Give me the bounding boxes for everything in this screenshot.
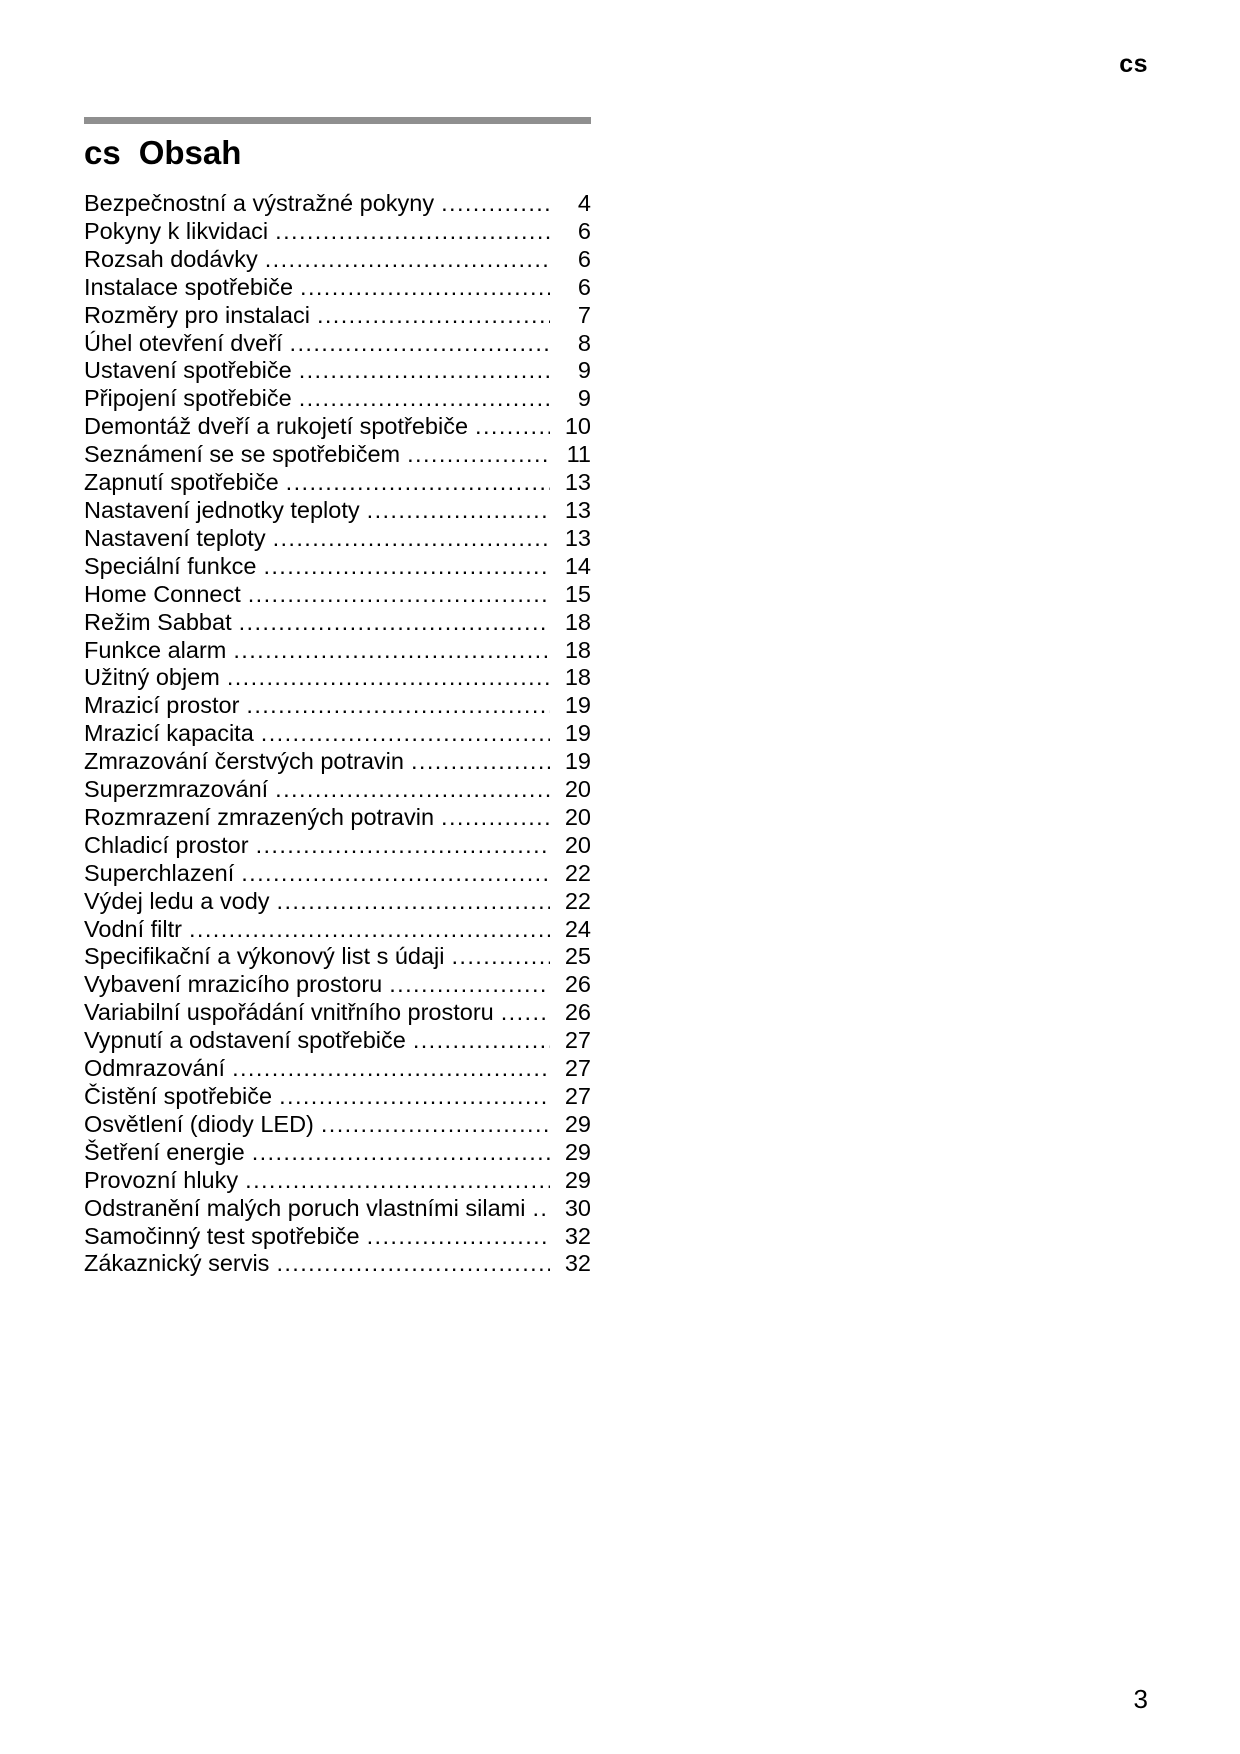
toc-dot-leader xyxy=(275,218,550,246)
toc-entry xyxy=(84,804,591,832)
toc-entry xyxy=(84,553,591,581)
toc-entry xyxy=(84,1083,591,1111)
toc-entry-label: Rozměry pro instalaci xyxy=(84,301,310,328)
toc-entry-label: Vybavení mrazicího prostoru xyxy=(84,971,383,998)
toc-entry-page: 19 xyxy=(564,748,591,775)
toc-entry-page: 29 xyxy=(564,1110,591,1137)
toc-entry-page: 15 xyxy=(564,580,591,607)
toc-entry-page: 13 xyxy=(564,469,591,496)
toc-entry xyxy=(84,943,591,971)
toc-entry-label: Užitný objem xyxy=(84,664,220,691)
toc-entry xyxy=(84,692,591,720)
toc-entry-page: 6 xyxy=(577,217,591,244)
toc-entry-page: 7 xyxy=(577,301,591,328)
toc-entry-page: 29 xyxy=(564,1166,591,1193)
toc-dot-leader xyxy=(245,1167,550,1195)
toc-entry-label: Zákaznický servis xyxy=(84,1250,270,1277)
toc-dot-leader xyxy=(248,581,550,609)
toc-entry xyxy=(84,1027,591,1055)
toc-dot-leader xyxy=(452,943,551,971)
toc-entry-label: Rozsah dodávky xyxy=(84,245,258,272)
toc-entry-page: 32 xyxy=(564,1222,591,1249)
toc-dot-leader xyxy=(367,497,550,525)
toc-entry xyxy=(84,999,591,1027)
toc-entry-page: 18 xyxy=(564,664,591,691)
toc-entry-page: 27 xyxy=(564,1055,591,1082)
toc-entry xyxy=(84,1195,591,1223)
toc-dot-leader xyxy=(411,748,550,776)
toc-dot-leader xyxy=(286,469,550,497)
toc-dot-leader xyxy=(475,413,550,441)
toc-dot-leader xyxy=(256,832,550,860)
toc-entry-page: 22 xyxy=(564,887,591,914)
toc-dot-leader xyxy=(273,525,550,553)
toc-entry xyxy=(84,274,591,302)
toc-entry xyxy=(84,441,591,469)
toc-dot-leader xyxy=(389,971,550,999)
toc-entry xyxy=(84,525,591,553)
toc-dot-leader xyxy=(299,385,550,413)
toc-dot-leader xyxy=(232,1055,550,1083)
toc-entry xyxy=(84,720,591,748)
toc-entry-page: 20 xyxy=(564,803,591,830)
toc-entry-label: Nastavení jednotky teploty xyxy=(84,496,360,523)
toc-entry-label: Superzmrazování xyxy=(84,776,269,803)
toc-entry-label: Instalace spotřebiče xyxy=(84,273,294,300)
toc-entry-label: Demontáž dveří a rukojetí spotřebiče xyxy=(84,413,469,440)
toc-entry-page: 18 xyxy=(564,636,591,663)
toc-entry-page: 4 xyxy=(577,190,591,216)
toc-entry-page: 13 xyxy=(564,524,591,551)
toc-entry-label: Osvětlení (diody LED) xyxy=(84,1110,314,1137)
toc-section xyxy=(84,117,591,1278)
toc-entry-page: 29 xyxy=(564,1138,591,1165)
toc-dot-leader xyxy=(300,274,550,302)
toc-entry-page: 20 xyxy=(564,776,591,803)
title-lang-code: cs xyxy=(84,134,121,171)
toc-entry xyxy=(84,748,591,776)
toc-entry xyxy=(84,190,591,218)
toc-dot-leader xyxy=(441,804,550,832)
toc-entry-page: 9 xyxy=(577,385,591,412)
toc-entry xyxy=(84,330,591,358)
toc-entry-label: Připojení spotřebiče xyxy=(84,385,292,412)
toc-entry-label: Rozmrazení zmrazených potravin xyxy=(84,803,435,830)
toc-entry xyxy=(84,246,591,274)
toc-list xyxy=(84,190,591,1278)
toc-entry xyxy=(84,385,591,413)
toc-entry xyxy=(84,1250,591,1278)
toc-dot-leader xyxy=(413,1027,550,1055)
toc-entry-page: 6 xyxy=(577,245,591,272)
toc-dot-leader xyxy=(501,999,550,1027)
toc-entry-label: Variabilní uspořádání vnitřního prostoru xyxy=(84,999,494,1026)
toc-entry xyxy=(84,497,591,525)
toc-entry-label: Provozní hluky xyxy=(84,1166,239,1193)
toc-entry-label: Vodní filtr xyxy=(84,915,182,942)
toc-entry-label: Úhel otevření dveří xyxy=(84,329,283,356)
toc-entry-label: Odmrazování xyxy=(84,1055,226,1082)
toc-dot-leader xyxy=(276,1250,550,1278)
toc-entry-label: Specifikační a výkonový list s údaji xyxy=(84,943,445,970)
toc-entry-label: Home Connect xyxy=(84,580,241,607)
toc-entry xyxy=(84,302,591,330)
toc-entry xyxy=(84,971,591,999)
toc-entry-label: Mrazicí kapacita xyxy=(84,720,254,747)
toc-dot-leader xyxy=(277,888,550,916)
toc-entry-page: 13 xyxy=(564,496,591,523)
toc-dot-leader xyxy=(263,553,550,581)
toc-dot-leader xyxy=(252,1139,550,1167)
toc-dot-leader xyxy=(246,692,550,720)
toc-entry-page: 32 xyxy=(564,1250,591,1277)
toc-entry-page: 26 xyxy=(564,971,591,998)
toc-entry xyxy=(84,609,591,637)
toc-entry-page: 27 xyxy=(564,1027,591,1054)
toc-entry-label: Superchlazení xyxy=(84,859,235,886)
toc-entry xyxy=(84,357,591,385)
toc-entry-page: 30 xyxy=(564,1194,591,1221)
toc-entry-label: Vypnutí a odstavení spotřebiče xyxy=(84,1027,406,1054)
toc-entry-page: 26 xyxy=(564,999,591,1026)
toc-entry xyxy=(84,1055,591,1083)
toc-entry-label: Mrazicí prostor xyxy=(84,692,240,719)
toc-entry-page: 10 xyxy=(564,413,591,440)
toc-dot-leader xyxy=(367,1223,550,1251)
toc-dot-leader xyxy=(317,302,550,330)
toc-entry-label: Šetření energie xyxy=(84,1138,245,1165)
toc-dot-leader xyxy=(275,776,550,804)
toc-dot-leader xyxy=(321,1111,550,1139)
toc-entry xyxy=(84,1167,591,1195)
toc-entry xyxy=(84,413,591,441)
toc-entry xyxy=(84,832,591,860)
toc-entry-page: 24 xyxy=(564,915,591,942)
toc-dot-leader xyxy=(532,1195,550,1223)
title-text: Obsah xyxy=(138,134,242,171)
toc-entry xyxy=(84,664,591,692)
toc-entry-label: Zmrazování čerstvých potravin xyxy=(84,748,404,775)
toc-entry xyxy=(84,581,591,609)
toc-entry-label: Čistění spotřebiče xyxy=(84,1083,273,1109)
toc-entry xyxy=(84,1223,591,1251)
toc-entry-label: Nastavení teploty xyxy=(84,524,266,551)
toc-dot-leader xyxy=(239,609,550,637)
toc-entry-page: 22 xyxy=(564,859,591,886)
toc-entry-page: 11 xyxy=(566,441,591,468)
toc-dot-leader xyxy=(233,637,550,665)
toc-entry-page: 8 xyxy=(577,329,591,356)
toc-entry-page: 20 xyxy=(564,831,591,858)
toc-entry-page: 18 xyxy=(564,608,591,635)
toc-entry xyxy=(84,637,591,665)
toc-dot-leader xyxy=(227,664,550,692)
toc-entry-label: Odstranění malých poruch vlastními silami xyxy=(84,1194,526,1221)
toc-entry-page: 14 xyxy=(564,552,591,579)
toc-entry-label: Zapnutí spotřebiče xyxy=(84,469,279,496)
toc-entry-label: Samočinný test spotřebiče xyxy=(84,1222,360,1249)
toc-dot-leader xyxy=(189,916,550,944)
toc-entry xyxy=(84,916,591,944)
toc-entry-page: 6 xyxy=(577,273,591,300)
toc-entry xyxy=(84,469,591,497)
toc-entry-page: 27 xyxy=(564,1083,591,1109)
toc-entry-page: 19 xyxy=(564,720,591,747)
toc-dot-leader xyxy=(261,720,550,748)
toc-entry xyxy=(84,1139,591,1167)
toc-entry-label: Speciální funkce xyxy=(84,552,257,579)
toc-entry-label: Chladicí prostor xyxy=(84,831,249,858)
toc-entry-label: Výdej ledu a vody xyxy=(84,887,270,914)
toc-entry xyxy=(84,218,591,246)
page-number: 3 xyxy=(1133,1684,1148,1714)
toc-dot-leader xyxy=(299,357,550,385)
toc-dot-leader xyxy=(241,860,550,888)
toc-entry-label: Bezpečnostní a výstražné pokyny xyxy=(84,190,435,216)
toc-entry xyxy=(84,888,591,916)
toc-entry xyxy=(84,776,591,804)
toc-entry-label: Seznámení se se spotřebičem xyxy=(84,441,401,468)
toc-entry-label: Pokyny k likvidaci xyxy=(84,217,269,244)
toc-dot-leader xyxy=(290,330,550,358)
title-divider-bar xyxy=(84,117,591,124)
toc-entry-label: Režim Sabbat xyxy=(84,608,232,635)
page-title xyxy=(84,133,591,173)
toc-entry-page: 19 xyxy=(564,692,591,719)
toc-entry-page: 25 xyxy=(564,943,591,970)
page-language-code: cs xyxy=(1119,50,1148,78)
toc-dot-leader xyxy=(265,246,550,274)
toc-dot-leader xyxy=(279,1083,550,1111)
toc-dot-leader xyxy=(441,190,550,218)
toc-entry xyxy=(84,860,591,888)
toc-entry-label: Ustavení spotřebiče xyxy=(84,357,292,384)
toc-entry-label: Funkce alarm xyxy=(84,636,227,663)
toc-dot-leader xyxy=(407,441,550,469)
toc-entry xyxy=(84,1111,591,1139)
toc-entry-page: 9 xyxy=(577,357,591,384)
